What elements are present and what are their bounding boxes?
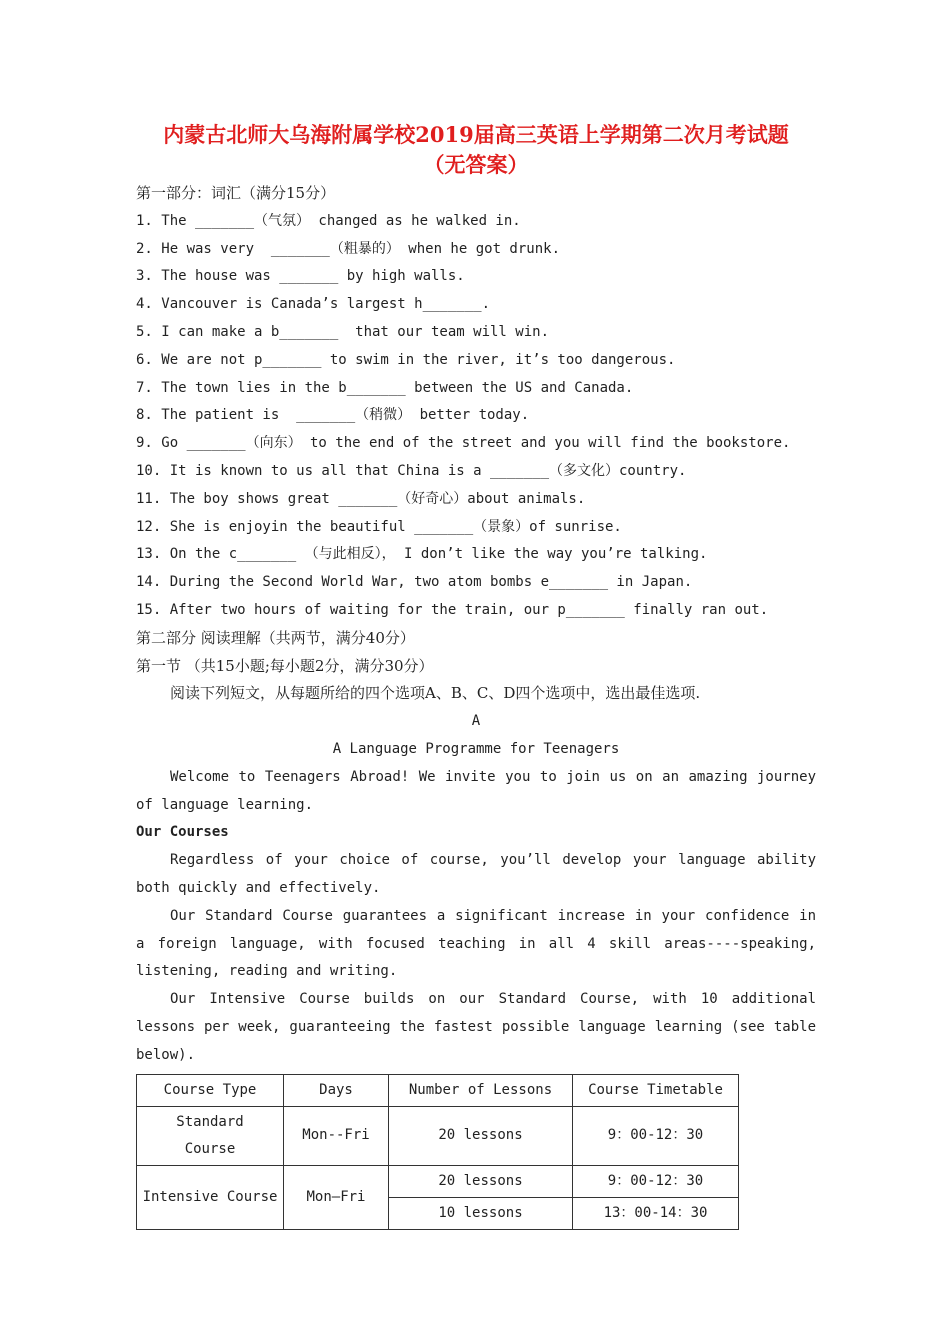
table-row — [137, 1165, 739, 1197]
exam-title-line2: （无答案） — [423, 152, 529, 177]
cell-standard-timetable: 9：00-12：30 — [573, 1106, 739, 1165]
passage-paragraph-3: Our Intensive Course builds on our Standard Course, with 10 additional lessons per week, guaranteeing the fastest possible language learning (see table below). — [136, 991, 816, 1063]
exam-page — [136, 120, 816, 1230]
vocab-item-8: 8. The patient is _______（稍微） better today. — [136, 407, 530, 424]
passage-title: A Language Programme for Teenagers — [332, 740, 620, 757]
vocab-item-13: 13. On the c_______ （与此相反）， I don’t like the way you’re talking. — [136, 546, 708, 563]
cell-intensive-lessons-1: 20 lessons — [389, 1165, 573, 1197]
vocab-item-7: 7. The town lies in the b_______ between the US and Canada. — [136, 379, 634, 396]
cell-intensive-lessons-2: 10 lessons — [389, 1197, 573, 1229]
vocab-item-11: 11. The boy shows great _______（好奇心）about animals. — [136, 490, 586, 507]
table-row — [137, 1106, 739, 1165]
exam-title — [136, 120, 816, 180]
vocab-item-5: 5. I can make a b_______ that our team will win. — [136, 323, 550, 340]
courses-heading: Our Courses — [136, 824, 229, 841]
vocab-item-4: 4. Vancouver is Canada’s largest h_______. — [136, 296, 491, 313]
cell-intensive-type: Intensive Course — [137, 1165, 284, 1229]
vocab-item-15: 15. After two hours of waiting for the train, our p_______ finally ran out. — [136, 601, 769, 618]
cell-intensive-days: Mon—Fri — [284, 1165, 389, 1229]
header-number-of-lessons: Number of Lessons — [389, 1074, 573, 1106]
passage-paragraph-1: Regardless of your choice of course, you’ll develop your language ability both quickly and effectively. — [136, 852, 816, 896]
part2-heading: 第二部分 阅读理解（共两节，满分40分） — [136, 628, 415, 647]
header-course-type: Course Type — [137, 1074, 284, 1106]
vocab-item-2: 2. He was very _______（粗暴的） when he got drunk. — [136, 240, 561, 257]
passage-welcome: Welcome to Teenagers Abroad! We invite you to join us on an amazing journey of language learning. — [136, 768, 816, 813]
reading-instruction: 阅读下列短文，从每题所给的四个选项A、B、C、D四个选项中，选出最佳选项. — [170, 684, 701, 703]
vocab-item-12: 12. She is enjoyin the beautiful _______（景象）of sunrise. — [136, 518, 622, 535]
section1-heading: 第一节 （共15小题;每小题2分，满分30分） — [136, 656, 434, 675]
passage-paragraph-2: Our Standard Course guarantees a significant increase in your confidence in a foreign language, with focused teaching in all 4 skill areas----speaking, listening, reading and writing. — [136, 907, 816, 980]
cell-standard-days: Mon--Fri — [284, 1106, 389, 1165]
standard-type-line1: Standard — [176, 1113, 244, 1130]
vocab-item-1: 1. The _______（气氛） changed as he walked in. — [136, 212, 521, 229]
standard-type-line2: Course — [184, 1140, 236, 1157]
cell-standard-type — [137, 1106, 284, 1165]
vocab-item-10: 10. It is known to us all that China is a _______（多文化）country. — [136, 462, 687, 479]
passage-letter: A — [471, 713, 481, 730]
table-header-row — [137, 1074, 739, 1106]
vocab-item-3: 3. The house was _______ by high walls. — [136, 268, 465, 285]
vocab-item-14: 14. During the Second World War, two atom bombs e_______ in Japan. — [136, 574, 693, 591]
header-course-timetable: Course Timetable — [573, 1074, 739, 1106]
vocab-item-9: 9. Go _______（向东） to the end of the street and you will find the bookstore. — [136, 435, 791, 452]
cell-intensive-timetable-1: 9：00-12：30 — [573, 1165, 739, 1197]
part1-heading: 第一部分：词汇（满分15分） — [136, 184, 336, 202]
header-days: Days — [284, 1074, 389, 1106]
course-table — [136, 1074, 739, 1230]
exam-title-line1: 内蒙古北师大乌海附属学校2019届高三英语上学期第二次月考试题 — [163, 122, 789, 147]
cell-intensive-timetable-2: 13：00-14：30 — [573, 1197, 739, 1229]
cell-standard-lessons: 20 lessons — [389, 1106, 573, 1165]
vocab-item-6: 6. We are not p_______ to swim in the river, it’s too dangerous. — [136, 351, 676, 368]
